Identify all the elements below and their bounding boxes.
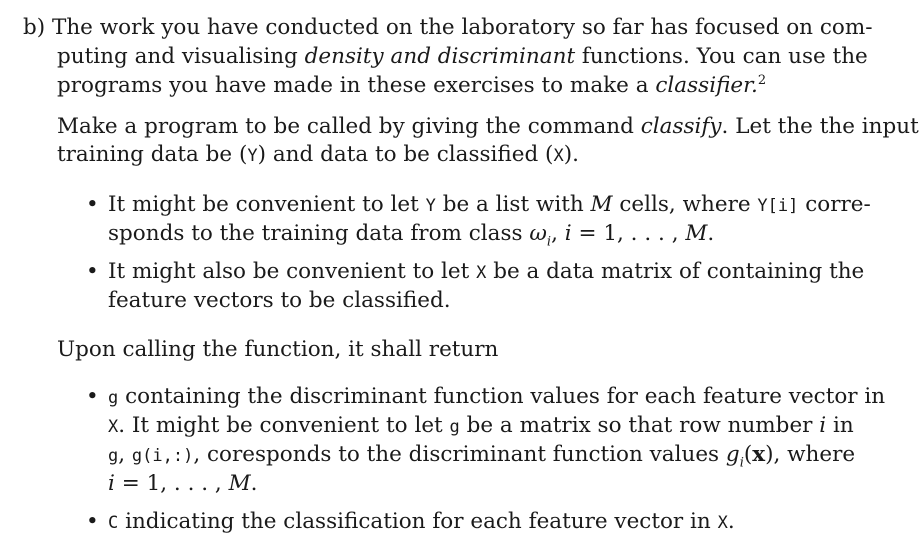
bullet1-2-line1	[108, 258, 864, 287]
code-g: g	[449, 417, 460, 437]
bullet1-1-line1	[108, 191, 871, 220]
math-i: i	[564, 221, 572, 246]
bullet2-1-end: .	[250, 471, 258, 496]
code-X: X	[108, 417, 119, 437]
code-X: X	[476, 263, 487, 283]
bullet1-2-line2: feature vectors to be classified.	[108, 288, 451, 313]
footnote-marker[interactable]: 2	[757, 72, 767, 88]
part-label: b)	[23, 15, 46, 40]
bullet2-1-line2-mid: be a matrix so that row number	[459, 413, 820, 438]
code-X: X	[553, 146, 564, 166]
code-Y: Y	[247, 146, 258, 166]
code-g-row: g(i,:)	[131, 446, 194, 466]
math-g: g	[725, 442, 740, 467]
para1-line1	[23, 14, 872, 42]
para1-line2-pre: puting and visualising	[57, 44, 305, 69]
bullet1-1-end: .	[707, 221, 715, 246]
math-sub-i: i	[546, 234, 552, 250]
para2-line2-pre: training data be (	[57, 142, 248, 167]
bullet1-1-mid: be a list with	[435, 192, 591, 217]
math-sub-i: i	[739, 455, 744, 471]
bullet1-1-range: = 1, . . . ,	[571, 221, 686, 246]
bullet1-1-line2	[108, 220, 714, 248]
para1-line2-post: functions. You can use the	[575, 44, 868, 69]
classifier-term: classifier.	[655, 73, 758, 98]
bullet1-1-mid2: cells, where	[612, 192, 758, 217]
para1-line2	[57, 43, 868, 71]
math-M: M	[228, 471, 251, 496]
para2-line2-post: ).	[563, 142, 579, 167]
bullet2-1-line3-pre: , coresponds to the discriminant function values	[193, 442, 726, 467]
bullet2-1-line1	[108, 383, 885, 412]
bullet2-1-range: = 1, . . . ,	[114, 471, 229, 496]
para2-line2	[57, 141, 579, 170]
math-omega: ω	[529, 221, 547, 246]
bullet2-1-line2-pre: . It might be convenient to let	[118, 413, 450, 438]
math-i: i	[819, 413, 827, 438]
para1-line3	[57, 72, 766, 100]
para2-line2-mid: ) and data to be classified (	[257, 142, 554, 167]
math-i: i	[108, 471, 115, 496]
bullet2-1-line3-sep: ,	[118, 442, 132, 467]
bullet-marker: •	[86, 192, 99, 217]
bullet-marker: •	[86, 509, 99, 534]
bullet2-1-line1-text: containing the discriminant function values for each feature vector in	[118, 384, 886, 409]
bullet-marker: •	[86, 384, 99, 409]
bullet2-2-line1	[108, 508, 735, 537]
bullet1-2-post: be a data matrix of containing the	[486, 259, 865, 284]
classify-command: classify	[640, 114, 722, 139]
bullet2-1-line3	[108, 441, 855, 470]
para2-line1-post: . Let the the input	[721, 114, 919, 139]
para1-line1-text: The work you have conducted on the laboratory so far has focused on com-	[52, 15, 873, 40]
math-M: M	[685, 221, 708, 246]
bullet2-1-line4	[108, 470, 257, 498]
bullet2-2-end: .	[727, 509, 735, 534]
paren-open: (	[743, 442, 753, 467]
code-g: g	[108, 446, 119, 466]
bullet1-1-line2-pre: sponds to the training data from class	[108, 221, 530, 246]
para2-line1-pre: Make a program to be called by giving the command	[57, 114, 641, 139]
code-g: g	[108, 388, 119, 408]
code-Y: Y	[425, 196, 436, 216]
bullet1-2-pre: It might also be convenient to let	[108, 259, 477, 284]
bullet1-1-post: corre-	[798, 192, 871, 217]
bullet2-2-pre: indicating the classification for each feature vector in	[118, 509, 718, 534]
code-C: C	[108, 513, 119, 533]
para1-line3-pre: programs you have made in these exercises to make a	[57, 73, 656, 98]
bullet1-1-pre: It might be convenient to let	[108, 192, 426, 217]
math-M: M	[590, 192, 613, 217]
bullet-marker: •	[86, 259, 99, 284]
math-vector-x: x	[752, 442, 766, 467]
bullet2-1-line2-post: in	[826, 413, 854, 438]
bullet1-1-line2-sep: ,	[551, 221, 565, 246]
para1-emphasis: density and discriminant	[304, 44, 576, 69]
bullet2-1-line3-post: ), where	[765, 442, 856, 467]
para2-line1	[57, 113, 919, 141]
code-X: X	[717, 513, 728, 533]
code-Y-index: Y[i]	[757, 196, 799, 216]
para3: Upon calling the function, it shall return	[57, 337, 499, 362]
bullet2-1-line2	[108, 412, 854, 441]
